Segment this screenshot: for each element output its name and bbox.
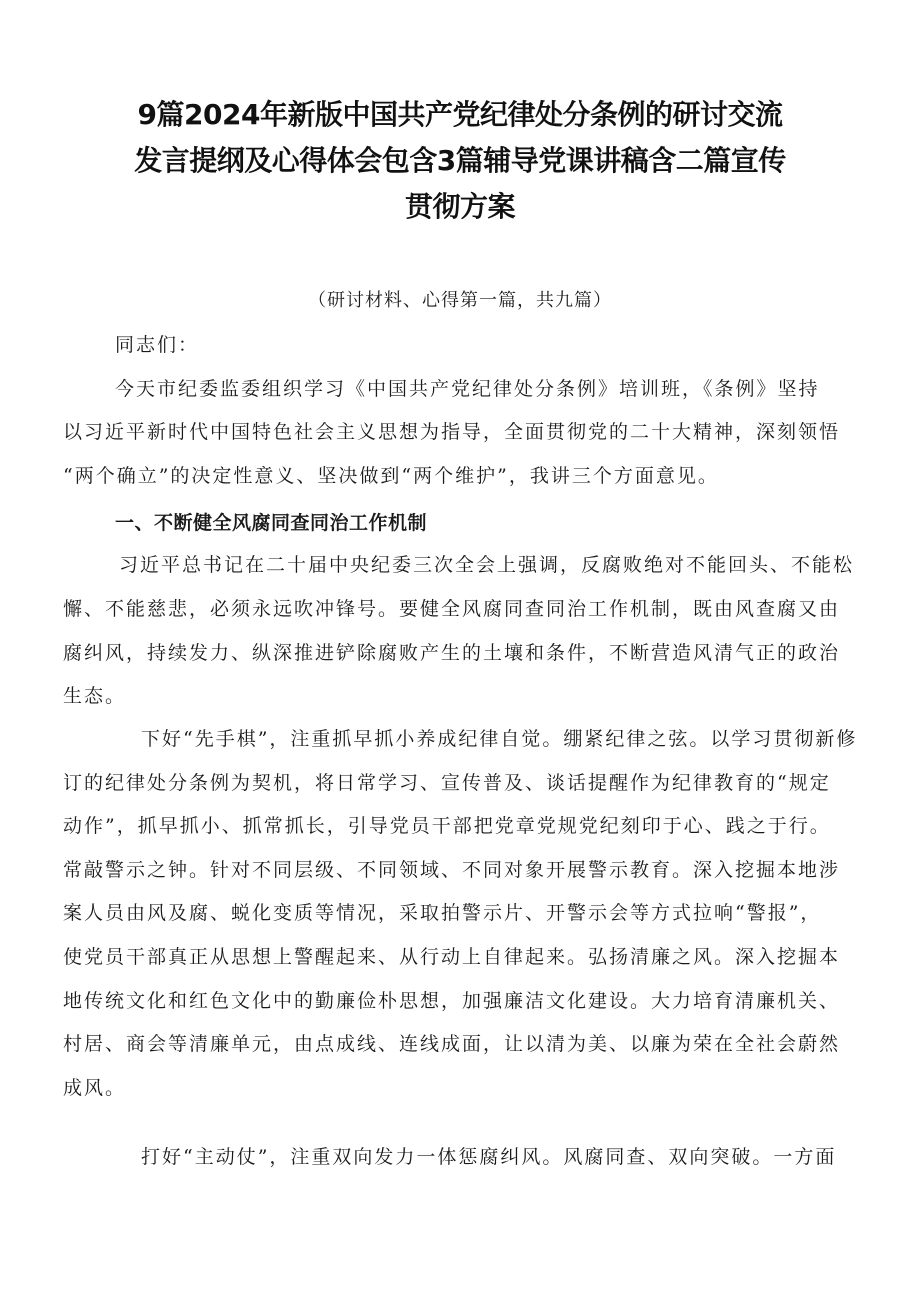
title-line-3: 贯彻方案 xyxy=(404,190,515,223)
salutation: 同志们： xyxy=(115,334,200,356)
intro-line: “两个确立”的决定性意义、坚决做到“两个维护”，我讲三个方面意见。 xyxy=(63,465,719,487)
paragraph-line: 成风。 xyxy=(63,1077,127,1099)
paragraph-line: 懈、不能慈悲，必须永远吹冲锋号。要健全风腐同查同治工作机制，既由风查腐又由 xyxy=(63,598,841,620)
paragraph-line: 腐纠风，持续发力、纵深推进铲除腐败产生的土壤和条件，不断营造风清气正的政治 xyxy=(63,642,841,664)
intro-line: 以习近平新时代中国特色社会主义思想为指导，全面贯彻党的二十大精神，深刻领悟 xyxy=(63,421,841,443)
paragraph-line: 习近平总书记在二十届中央纪委三次全会上强调，反腐败绝对不能回头、不能松 xyxy=(119,554,855,576)
intro-line: 今天市纪委监委组织学习《中国共产党纪律处分条例》培训班，《条例》坚持 xyxy=(115,378,820,400)
paragraph-line: 生态。 xyxy=(63,685,127,707)
paragraph-line: 订的纪律处分条例为契机，将日常学习、宣传普及、谈话提醒作为纪律教育的“规定 xyxy=(63,772,831,794)
document-subtitle: （研讨材料、心得第一篇，共九篇） xyxy=(308,290,612,311)
paragraph-line: 村居、商会等清廉单元，由点成线、连线成面，让以清为美、以廉为荣在全社会蔚然 xyxy=(63,1033,841,1055)
paragraph-line: 动作”，抓早抓小、抓常抓长，引导党员干部把党章党规党纪刻印于心、践之于行。 xyxy=(63,815,831,837)
section-heading-1: 一、不断健全风腐同查同治工作机制 xyxy=(115,512,428,534)
title-line-2: 发言提纲及心得体会包含3篇辅导党课讲稿含二篇宣传 xyxy=(134,144,786,177)
paragraph-line: 下好“先手棋”，注重抓早抓小养成纪律自觉。绷紧纪律之弦。以学习贯彻新修 xyxy=(141,728,858,750)
title-line-1: 9篇2024年新版中国共产党纪律处分条例的研讨交流 xyxy=(137,98,783,131)
paragraph-line: 地传统文化和红色文化中的勤廉俭朴思想，加强廉洁文化建设。大力培育清廉机关、 xyxy=(63,990,841,1012)
document-title xyxy=(90,92,830,230)
paragraph-line: 打好“主动仗”，注重双向发力一体惩腐纠风。风腐同查、双向突破。一方面 xyxy=(141,1146,837,1168)
paragraph-line: 使党员干部真正从思想上警醒起来、从行动上自律起来。弘扬清廉之风。深入挖掘本 xyxy=(63,946,841,968)
paragraph-line: 案人员由风及腐、蜕化变质等情况，采取拍警示片、开警示会等方式拉响“警报”， xyxy=(63,902,822,924)
paragraph-line: 常敲警示之钟。针对不同层级、不同领域、不同对象开展警示教育。深入挖掘本地涉 xyxy=(63,859,841,881)
